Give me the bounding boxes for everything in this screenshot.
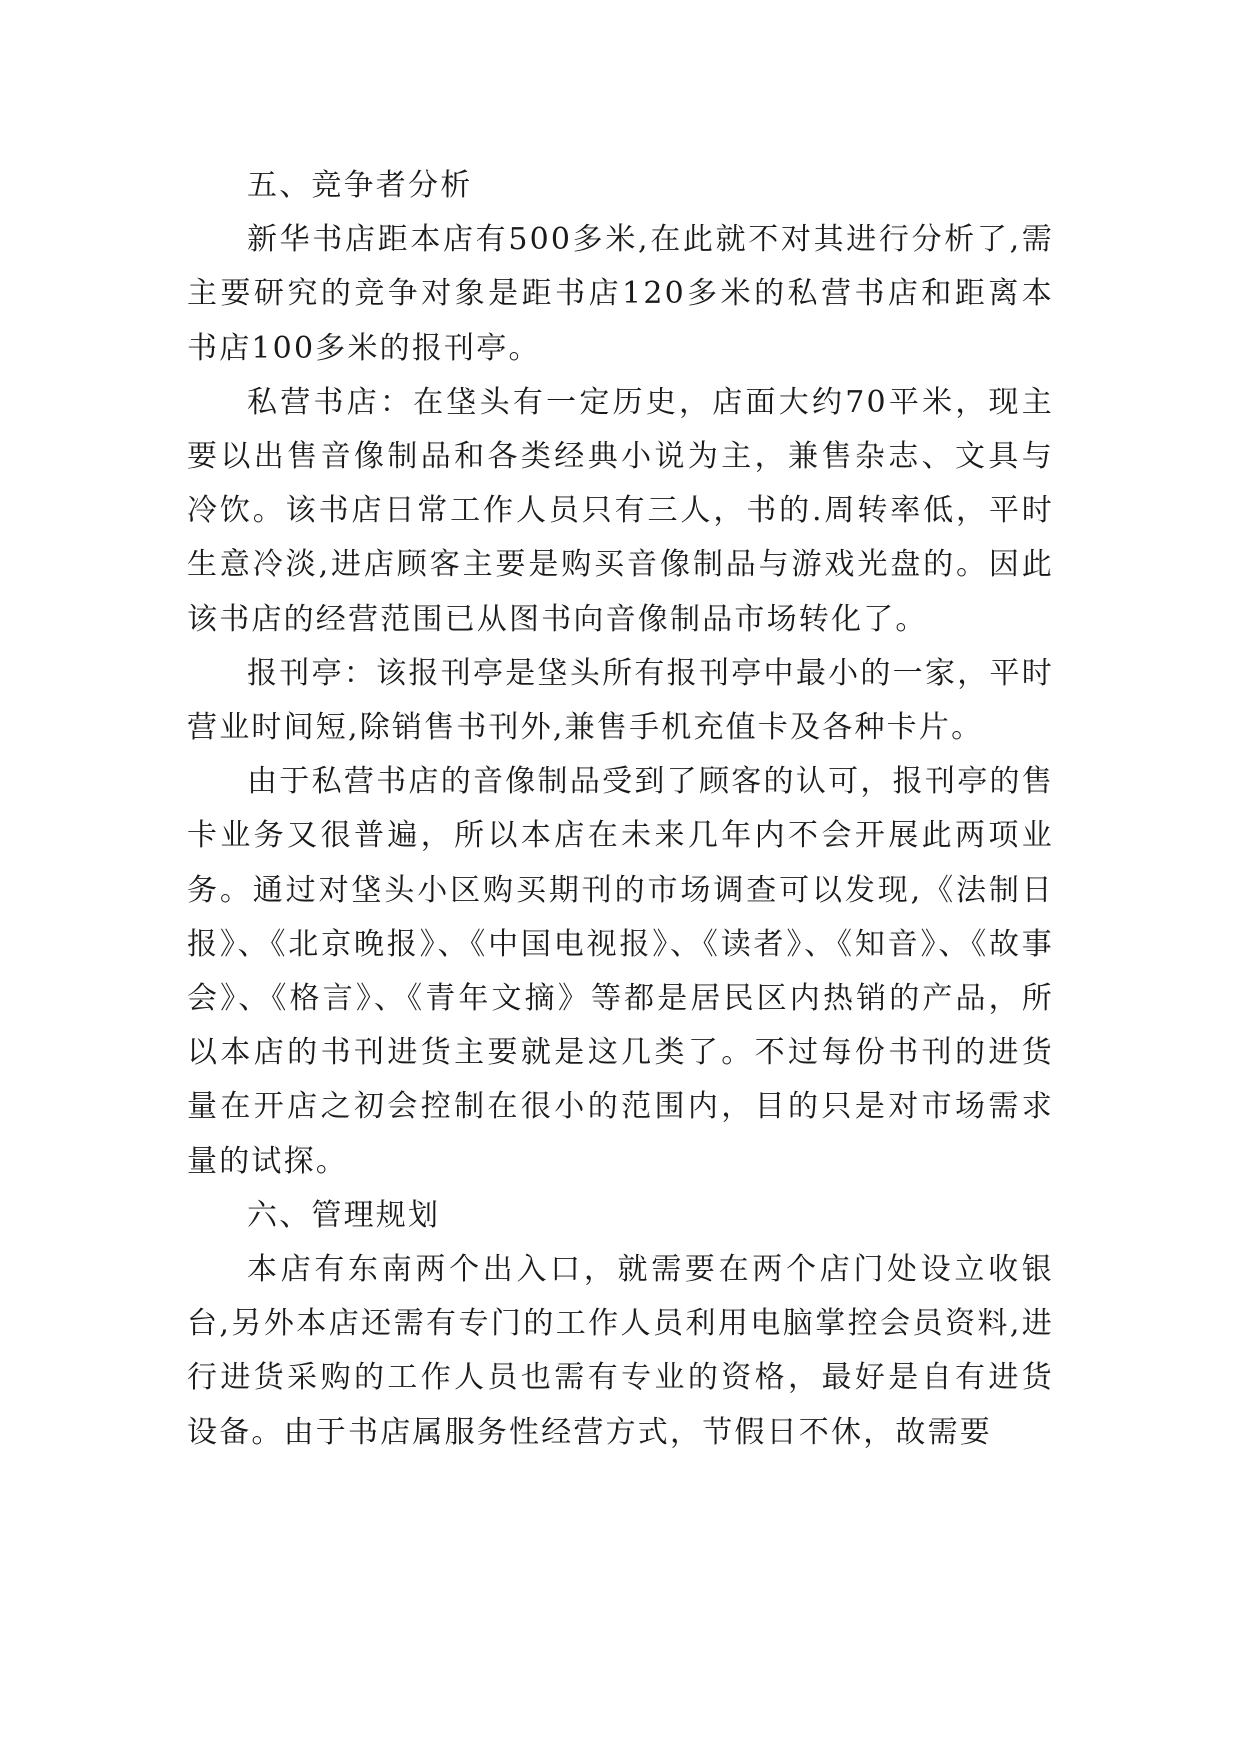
paragraph-competitors-overview: 新华书店距本店有500多米,在此就不对其进行分析了,需主要研究的竞争对象是距书店120多米的私营书店和距离本书店100多米的报刊亭。 bbox=[187, 222, 1054, 366]
document-body bbox=[187, 159, 1054, 1460]
paragraph-newsstand: 报刊亭：该报刊亭是垡头所有报刊亭中最小的一家，平时营业时间短,除销售书刊外,兼售手机充值卡及各种卡片。 bbox=[187, 655, 1054, 746]
section-heading-management-plan: 六、管理规划 bbox=[247, 1197, 441, 1233]
section-heading-competitor-analysis: 五、竞争者分析 bbox=[247, 168, 473, 203]
paragraph-private-bookstore: 私营书店：在垡头有一定历史，店面大约70平米，现主要以出售音像制品和各类经典小说为主，兼售杂志、文具与冷饮。该书店日常工作人员只有三人，书的.周转率低，平时生意冷淡,进店顾客主要是购买音像制品与游戏光盘的。因此该书店的经营范围已从图书向音像制品市场转化了。 bbox=[187, 384, 1054, 637]
paragraph-strategy: 由于私营书店的音像制品受到了顾客的认可，报刊亭的售卡业务又很普遍，所以本店在未来几年内不会开展此两项业务。通过对垡头小区购买期刊的市场调查可以发现,《法制日报》、《北京晚报》、《中国电视报》、《读者》、《知音》、《故事会》、《格言》、《青年文摘》等都是居民区内热销的产品，所以本店的书刊进货主要就是这几类了。不过每份书刊的进货量在开店之初会控制在很小的范围内，目的只是对市场需求量的试探。 bbox=[187, 764, 1054, 1179]
paragraph-management: 本店有东南两个出入口，就需要在两个店门处设立收银台,另外本店还需有专门的工作人员利用电脑掌控会员资料,进行进货采购的工作人员也需有专业的资格，最好是自有进货设备。由于书店属服务性经营方式，节假日不休，故需要 bbox=[187, 1252, 1054, 1450]
